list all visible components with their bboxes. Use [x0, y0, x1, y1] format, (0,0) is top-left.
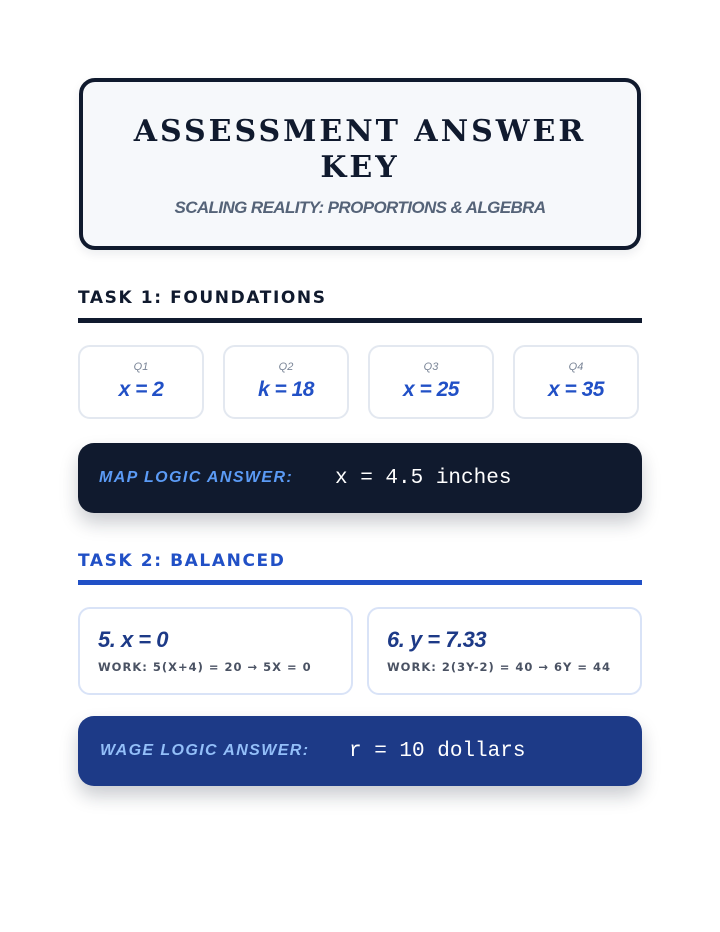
- page-subtitle: SCALING REALITY: PROPORTIONS & ALGEBRA: [174, 198, 546, 217]
- question-card-q3: [368, 345, 494, 419]
- question-label: Q4: [568, 361, 584, 373]
- question-card-q4: [513, 345, 639, 419]
- question-label: Q1: [133, 361, 149, 373]
- question-card-q2: [223, 345, 349, 419]
- work-card-5: [78, 607, 353, 695]
- work-steps: WORK: 5(X+4) = 20 → 5X = 0: [98, 660, 312, 674]
- question-answer: k = 18: [258, 378, 314, 401]
- map-logic-value: x = 4.5 inches: [335, 466, 512, 490]
- wage-logic-label: WAGE LOGIC ANSWER:: [100, 742, 310, 759]
- question-label: Q3: [423, 361, 439, 373]
- map-logic-answer-bar: [78, 443, 642, 513]
- page-title: ASSESSMENT ANSWER KEY: [133, 114, 587, 185]
- work-answer: 5. x = 0: [98, 627, 169, 652]
- task1-divider: [78, 318, 642, 323]
- question-card-q1: [78, 345, 204, 419]
- map-logic-label: MAP LOGIC ANSWER:: [99, 469, 294, 486]
- question-label: Q2: [278, 361, 294, 373]
- question-answer: x = 2: [118, 378, 164, 401]
- wage-logic-value: r = 10 dollars: [349, 739, 526, 763]
- question-answer: x = 35: [548, 378, 604, 401]
- question-answer: x = 25: [403, 378, 459, 401]
- title-card: [79, 78, 641, 250]
- work-card-6: [367, 607, 642, 695]
- task2-heading: TASK 2: BALANCED: [78, 551, 286, 571]
- task1-heading: TASK 1: FOUNDATIONS: [78, 288, 327, 308]
- wage-logic-answer-bar: [78, 716, 642, 786]
- work-steps: WORK: 2(3Y-2) = 40 → 6Y = 44: [387, 660, 612, 674]
- task2-divider: [78, 580, 642, 585]
- work-answer: 6. y = 7.33: [387, 627, 487, 652]
